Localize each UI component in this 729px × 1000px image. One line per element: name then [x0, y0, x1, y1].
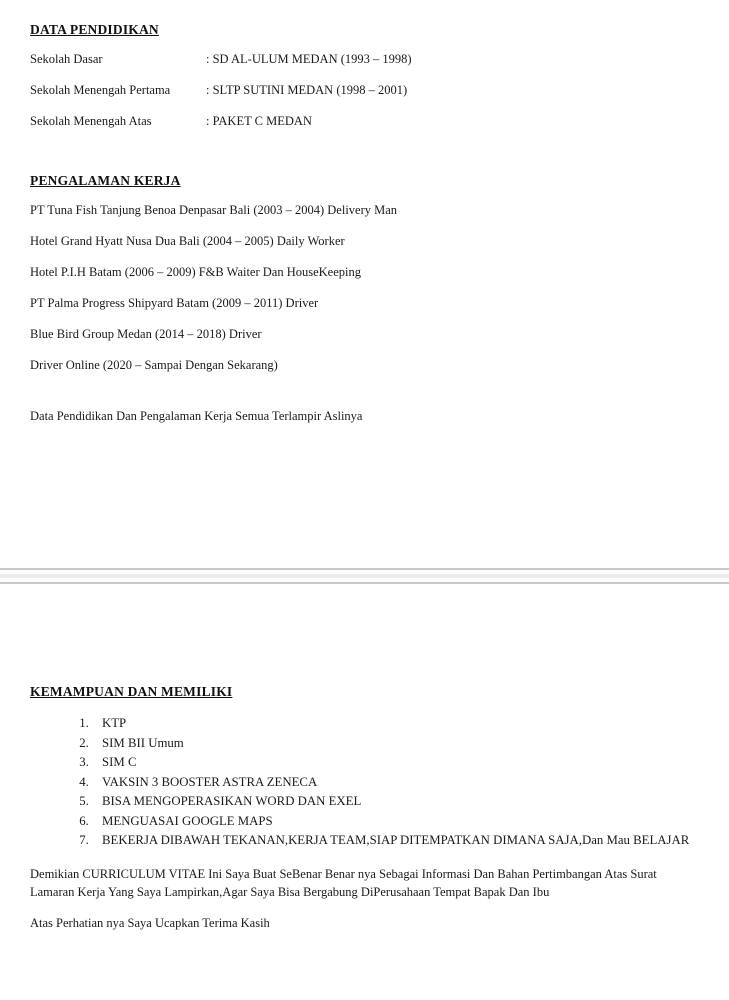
- education-row: [30, 114, 699, 129]
- experience-item: Hotel Grand Hyatt Nusa Dua Bali (2004 – 2005) Daily Worker: [30, 234, 345, 248]
- education-value: : PAKET C MEDAN: [206, 114, 312, 128]
- closing-block: [30, 866, 699, 933]
- education-label: Sekolah Menengah Pertama: [30, 83, 171, 97]
- education-row: [30, 83, 699, 98]
- skills-list: [30, 714, 699, 850]
- experience-item: Driver Online (2020 – Sampai Dengan Sekarang): [30, 358, 278, 372]
- list-item: 6. MENGUASAI GOOGLE MAPS: [92, 812, 699, 831]
- page-section-bottom: [0, 584, 729, 933]
- education-heading: DATA PENDIDIKAN: [30, 22, 159, 37]
- experience-heading: PENGALAMAN KERJA: [30, 173, 181, 188]
- list-item: 5. BISA MENGOPERASIKAN WORD DAN EXEL: [92, 792, 699, 811]
- education-value: : SLTP SUTINI MEDAN (1998 – 2001): [206, 83, 408, 97]
- list-item: 4. VAKSIN 3 BOOSTER ASTRA ZENECA: [92, 773, 699, 792]
- list-item: 1. KTP: [92, 714, 699, 733]
- list-item: 2. SIM BII Umum: [92, 734, 699, 753]
- list-item: 3. SIM C: [92, 753, 699, 772]
- page-break-divider: [0, 568, 729, 584]
- experience-item: Blue Bird Group Medan (2014 – 2018) Driver: [30, 327, 262, 341]
- education-value: : SD AL-ULUM MEDAN (1993 – 1998): [206, 52, 412, 66]
- closing-thanks: Atas Perhatian nya Saya Ucapkan Terima Kasih: [30, 916, 270, 931]
- section-spacer: [30, 145, 699, 173]
- skills-heading: KEMAMPUAN DAN MEMILIKI: [30, 684, 233, 699]
- experience-item: PT Palma Progress Shipyard Batam (2009 – 2011) Driver: [30, 296, 319, 310]
- list-item: 7. BEKERJA DIBAWAH TEKANAN,KERJA TEAM,SIAP DITEMPATKAN DIMANA SAJA,Dan Mau BELAJAR: [92, 831, 699, 850]
- experience-item: PT Tuna Fish Tanjung Benoa Denpasar Bali (2003 – 2004) Delivery Man: [30, 203, 398, 217]
- education-label: Sekolah Menengah Atas: [30, 114, 152, 128]
- education-row: [30, 52, 699, 67]
- closing-paragraph: Demikian CURRICULUM VITAE Ini Saya Buat SeBenar Benar nya Sebagai Informasi Dan Bahan Pertimbangan Atas Surat Lamaran Kerja Yang Saya Lampirkan,Agar Saya Bisa Bergabung DiPerusahaan Tempat Bapak Dan Ibu: [30, 866, 657, 899]
- attachment-note: Data Pendidikan Dan Pengalaman Kerja Semua Terlampir Aslinya: [30, 409, 363, 423]
- education-label: Sekolah Dasar: [30, 52, 103, 66]
- experience-item: Hotel P.I.H Batam (2006 – 2009) F&B Waiter Dan HouseKeeping: [30, 265, 362, 279]
